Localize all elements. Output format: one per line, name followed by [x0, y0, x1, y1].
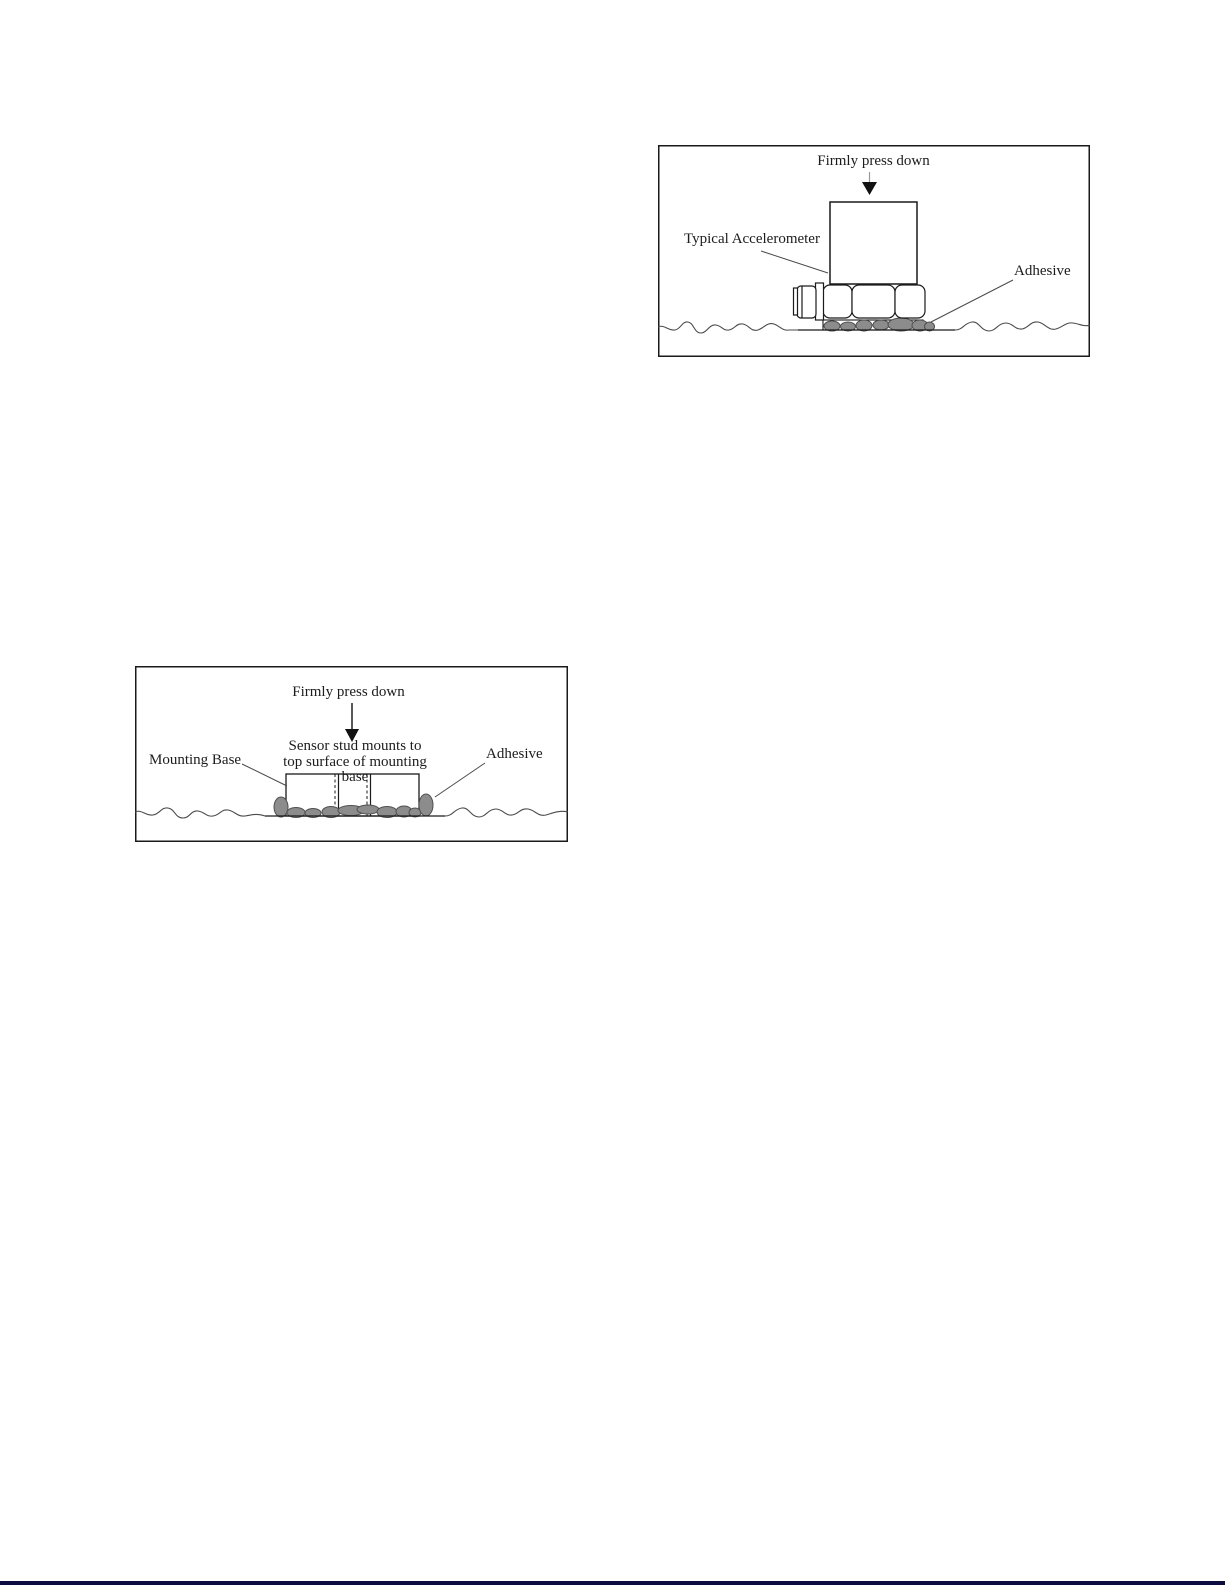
adhesive-label: Adhesive [486, 746, 543, 762]
adhesive-leader-line [435, 763, 485, 797]
press-down-arrow-icon [345, 703, 359, 742]
figure-adhesive-mounted-accelerometer [658, 145, 1090, 357]
hex-nut-base [823, 285, 925, 318]
mounting-base-label: Mounting Base [149, 752, 242, 768]
press-down-label: Firmly press down [292, 684, 405, 700]
device-leader-line [761, 251, 828, 273]
press-down-label: Firmly press down [817, 153, 930, 169]
adhesive-label: Adhesive [1014, 263, 1071, 279]
mounting-surface-line-right [445, 808, 568, 817]
coax-connector [794, 283, 824, 320]
accelerometer-diagram [658, 145, 1090, 357]
press-down-arrow-icon [862, 172, 877, 195]
typical-accelerometer-label: Typical Accelerometer [684, 231, 820, 247]
figure-adhesive-mounting-base [135, 666, 568, 842]
mounting-surface-line-left [135, 808, 265, 818]
adhesive-leader-line [931, 280, 1013, 322]
sensor-stud-caption: Sensor stud mounts to top surface of mounting base [283, 738, 427, 785]
accelerometer-body [830, 202, 917, 284]
page-bottom-edge-bar [0, 1581, 1225, 1585]
